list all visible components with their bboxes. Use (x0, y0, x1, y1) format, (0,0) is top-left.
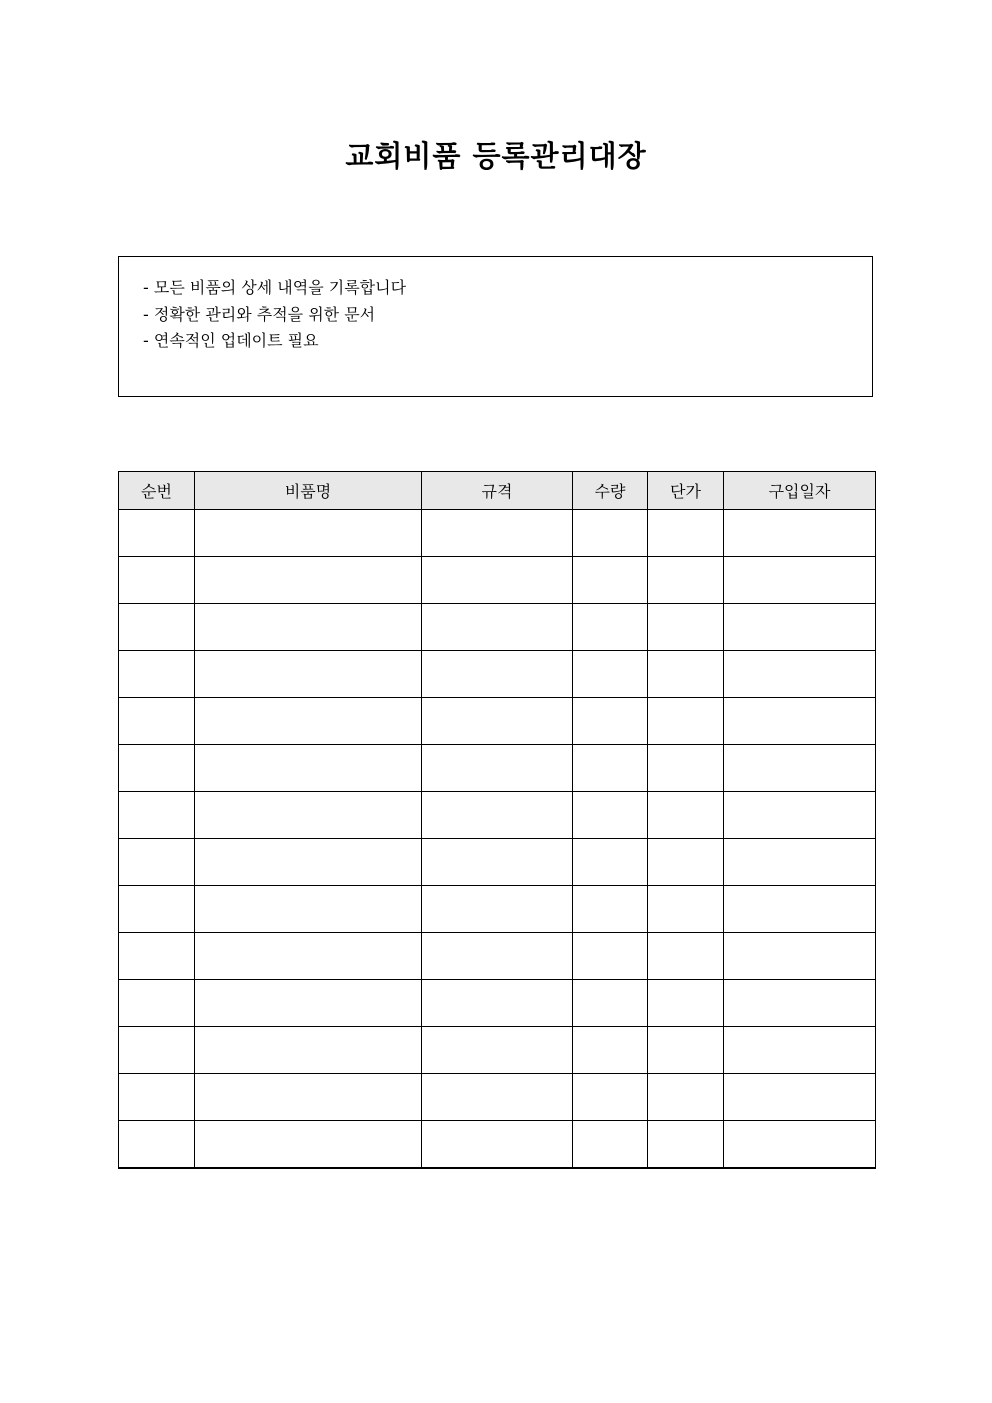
cell-spec[interactable] (422, 1121, 573, 1169)
cell-unit-price[interactable] (648, 792, 724, 839)
cell-seq[interactable] (119, 839, 195, 886)
cell-quantity[interactable] (573, 698, 648, 745)
cell-unit-price[interactable] (648, 886, 724, 933)
cell-seq[interactable] (119, 792, 195, 839)
cell-purchase-date[interactable] (724, 839, 876, 886)
table-row (119, 510, 876, 557)
cell-item-name[interactable] (195, 510, 422, 557)
cell-purchase-date[interactable] (724, 933, 876, 980)
table-row (119, 604, 876, 651)
cell-quantity[interactable] (573, 886, 648, 933)
header-item-name: 비품명 (195, 472, 422, 510)
cell-item-name[interactable] (195, 886, 422, 933)
cell-item-name[interactable] (195, 745, 422, 792)
cell-seq[interactable] (119, 886, 195, 933)
cell-item-name[interactable] (195, 604, 422, 651)
cell-unit-price[interactable] (648, 651, 724, 698)
cell-item-name[interactable] (195, 651, 422, 698)
cell-unit-price[interactable] (648, 1074, 724, 1121)
header-purchase-date: 구입일자 (724, 472, 876, 510)
header-quantity: 수량 (573, 472, 648, 510)
table-row (119, 745, 876, 792)
cell-quantity[interactable] (573, 980, 648, 1027)
cell-spec[interactable] (422, 604, 573, 651)
cell-item-name[interactable] (195, 792, 422, 839)
cell-purchase-date[interactable] (724, 698, 876, 745)
header-unit-price: 단가 (648, 472, 724, 510)
table-row (119, 886, 876, 933)
cell-item-name[interactable] (195, 698, 422, 745)
cell-seq[interactable] (119, 557, 195, 604)
cell-purchase-date[interactable] (724, 510, 876, 557)
cell-spec[interactable] (422, 933, 573, 980)
note-line: - 정확한 관리와 추적을 위한 문서 (143, 304, 376, 324)
cell-spec[interactable] (422, 1027, 573, 1074)
cell-unit-price[interactable] (648, 839, 724, 886)
cell-quantity[interactable] (573, 792, 648, 839)
cell-unit-price[interactable] (648, 933, 724, 980)
cell-seq[interactable] (119, 651, 195, 698)
cell-item-name[interactable] (195, 839, 422, 886)
cell-purchase-date[interactable] (724, 745, 876, 792)
cell-unit-price[interactable] (648, 1121, 724, 1169)
cell-spec[interactable] (422, 1074, 573, 1121)
cell-spec[interactable] (422, 839, 573, 886)
cell-spec[interactable] (422, 745, 573, 792)
notes-box (118, 256, 873, 397)
cell-seq[interactable] (119, 1027, 195, 1074)
cell-seq[interactable] (119, 745, 195, 792)
table-row (119, 1121, 876, 1169)
cell-item-name[interactable] (195, 1074, 422, 1121)
cell-item-name[interactable] (195, 557, 422, 604)
cell-quantity[interactable] (573, 1027, 648, 1074)
cell-purchase-date[interactable] (724, 604, 876, 651)
cell-unit-price[interactable] (648, 698, 724, 745)
cell-spec[interactable] (422, 557, 573, 604)
note-line: - 모든 비품의 상세 내역을 기록합니다 (143, 278, 407, 297)
cell-purchase-date[interactable] (724, 886, 876, 933)
table-row (119, 839, 876, 886)
cell-unit-price[interactable] (648, 1027, 724, 1074)
cell-purchase-date[interactable] (724, 1074, 876, 1121)
cell-seq[interactable] (119, 980, 195, 1027)
cell-purchase-date[interactable] (724, 980, 876, 1027)
cell-spec[interactable] (422, 698, 573, 745)
cell-item-name[interactable] (195, 1027, 422, 1074)
header-spec: 규격 (422, 472, 573, 510)
cell-quantity[interactable] (573, 557, 648, 604)
cell-unit-price[interactable] (648, 745, 724, 792)
table-row (119, 980, 876, 1027)
note-line: - 연속적인 업데이트 필요 (143, 331, 319, 350)
table-row (119, 557, 876, 604)
cell-unit-price[interactable] (648, 510, 724, 557)
cell-spec[interactable] (422, 886, 573, 933)
table-row (119, 698, 876, 745)
cell-purchase-date[interactable] (724, 1121, 876, 1169)
cell-seq[interactable] (119, 510, 195, 557)
cell-purchase-date[interactable] (724, 792, 876, 839)
table-row (119, 1027, 876, 1074)
table-row (119, 933, 876, 980)
cell-seq[interactable] (119, 604, 195, 651)
cell-unit-price[interactable] (648, 604, 724, 651)
table-row (119, 792, 876, 839)
header-seq: 순번 (119, 472, 195, 510)
table-row (119, 651, 876, 698)
cell-quantity[interactable] (573, 510, 648, 557)
cell-item-name[interactable] (195, 933, 422, 980)
cell-unit-price[interactable] (648, 980, 724, 1027)
table-row (119, 1074, 876, 1121)
cell-purchase-date[interactable] (724, 557, 876, 604)
cell-spec[interactable] (422, 651, 573, 698)
cell-unit-price[interactable] (648, 557, 724, 604)
cell-item-name[interactable] (195, 1121, 422, 1169)
cell-purchase-date[interactable] (724, 1027, 876, 1074)
cell-item-name[interactable] (195, 980, 422, 1027)
cell-seq[interactable] (119, 1121, 195, 1169)
cell-quantity[interactable] (573, 1074, 648, 1121)
cell-purchase-date[interactable] (724, 651, 876, 698)
cell-spec[interactable] (422, 792, 573, 839)
cell-quantity[interactable] (573, 604, 648, 651)
cell-spec[interactable] (422, 510, 573, 557)
table-header-row (119, 472, 876, 510)
cell-spec[interactable] (422, 980, 573, 1027)
cell-quantity[interactable] (573, 839, 648, 886)
cell-quantity[interactable] (573, 933, 648, 980)
equipment-ledger-table (118, 471, 876, 1169)
cell-seq[interactable] (119, 1074, 195, 1121)
cell-seq[interactable] (119, 933, 195, 980)
page-title: 교회비품 등록관리대장 (345, 139, 647, 173)
cell-seq[interactable] (119, 698, 195, 745)
cell-quantity[interactable] (573, 1121, 648, 1169)
cell-quantity[interactable] (573, 745, 648, 792)
cell-quantity[interactable] (573, 651, 648, 698)
